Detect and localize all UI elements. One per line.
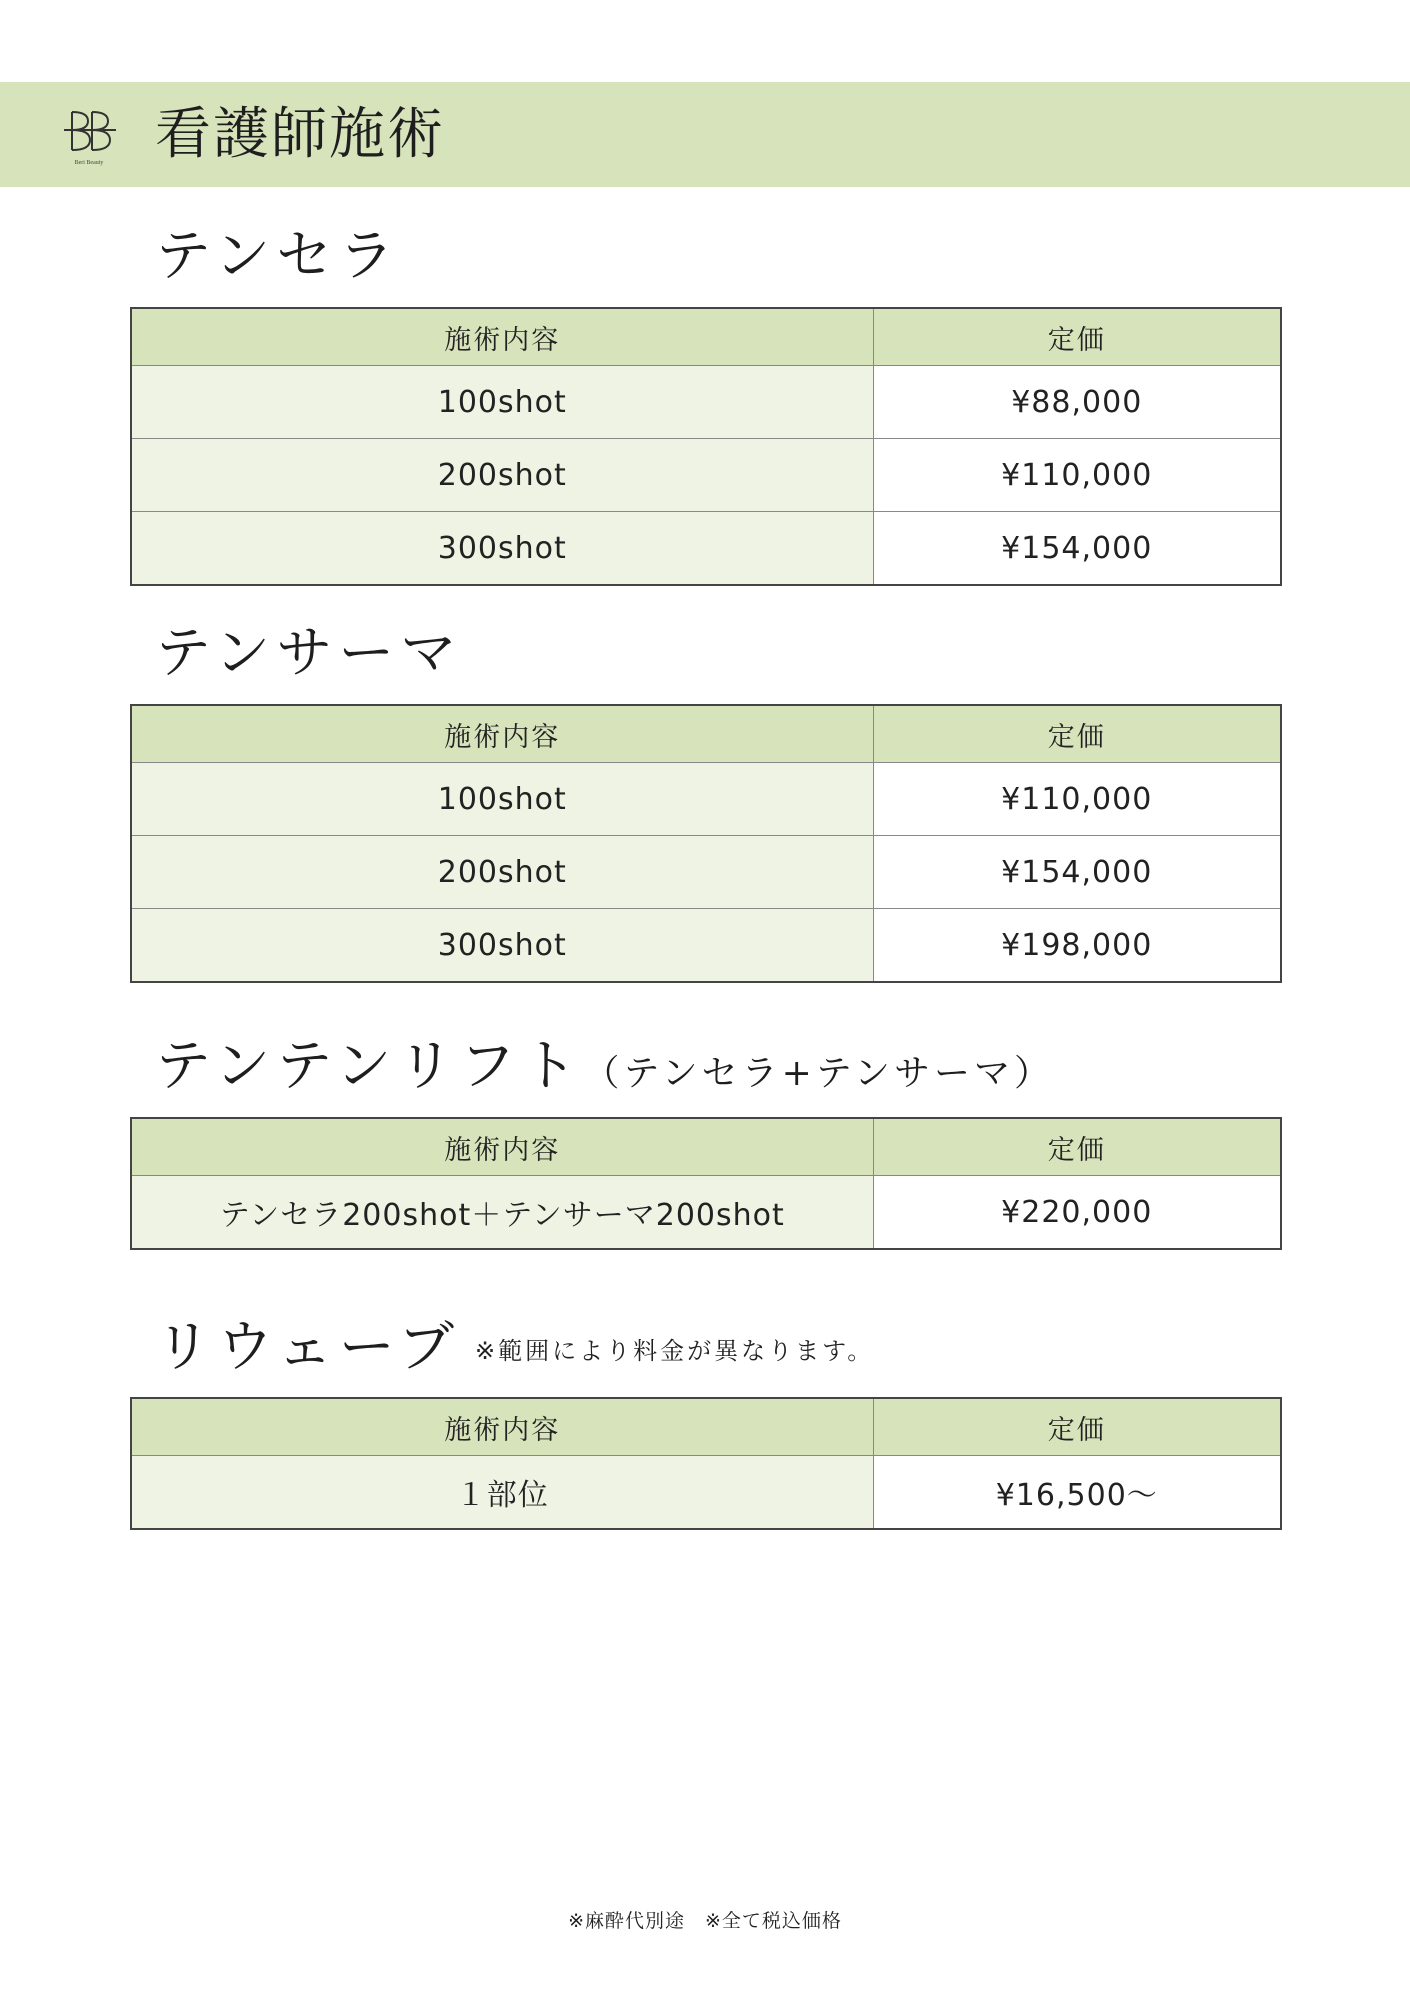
column-header-item: 施術内容	[131, 1398, 873, 1456]
item-cell: 100shot	[131, 763, 873, 836]
table-header-row	[131, 705, 1281, 763]
column-header-item: 施術内容	[131, 308, 873, 366]
price-cell: ¥110,000	[873, 763, 1281, 836]
section-subtitle: （テンセラ+テンサーマ）	[583, 1053, 1054, 1094]
price-cell: ¥154,000	[873, 836, 1281, 909]
table-header-row	[131, 308, 1281, 366]
table-row	[131, 512, 1281, 586]
price-cell: ¥220,000	[873, 1176, 1281, 1250]
item-cell: 100shot	[131, 366, 873, 439]
item-cell: 300shot	[131, 512, 873, 586]
item-cell: １部位	[131, 1456, 873, 1530]
section-title-tenten-lift	[155, 1032, 1054, 1109]
item-cell: 200shot	[131, 439, 873, 512]
table-row	[131, 1456, 1281, 1530]
column-header-price: 定価	[873, 705, 1281, 763]
price-cell: ¥154,000	[873, 512, 1281, 586]
section-title-rewave: リウェーブ	[155, 1315, 460, 1380]
section-title-text: テンテンリフト	[155, 1034, 584, 1099]
section-title-tensera: テンセラ	[155, 224, 401, 289]
table-row	[131, 763, 1281, 836]
price-table-tenten-lift	[130, 1117, 1282, 1250]
section-note: ※範囲により料金が異なります。	[475, 1337, 875, 1365]
table-header-row	[131, 1118, 1281, 1176]
price-table-tensera	[130, 307, 1282, 586]
column-header-price: 定価	[873, 1118, 1281, 1176]
item-cell: テンセラ200shot＋テンサーマ200shot	[131, 1176, 873, 1250]
column-header-item: 施術内容	[131, 705, 873, 763]
price-cell: ¥16,500〜	[873, 1456, 1281, 1530]
table-row	[131, 836, 1281, 909]
section-title-tensama: テンサーマ	[155, 621, 463, 686]
page-title: 看護師施術	[155, 102, 445, 167]
column-header-price: 定価	[873, 308, 1281, 366]
item-cell: 300shot	[131, 909, 873, 983]
footer-note: ※麻酔代別途 ※全て税込価格	[568, 1910, 842, 1932]
price-table-tensama	[130, 704, 1282, 983]
table-row	[131, 439, 1281, 512]
table-row	[131, 366, 1281, 439]
svg-text:Beri Beauty: Beri Beauty	[74, 160, 104, 166]
table-row	[131, 909, 1281, 983]
item-cell: 200shot	[131, 836, 873, 909]
column-header-price: 定価	[873, 1398, 1281, 1456]
price-cell: ¥88,000	[873, 366, 1281, 439]
price-table-rewave	[130, 1397, 1282, 1530]
column-header-item: 施術内容	[131, 1118, 873, 1176]
brand-logo-icon	[58, 104, 120, 170]
price-cell: ¥198,000	[873, 909, 1281, 983]
price-cell: ¥110,000	[873, 439, 1281, 512]
table-row	[131, 1176, 1281, 1250]
table-header-row	[131, 1398, 1281, 1456]
